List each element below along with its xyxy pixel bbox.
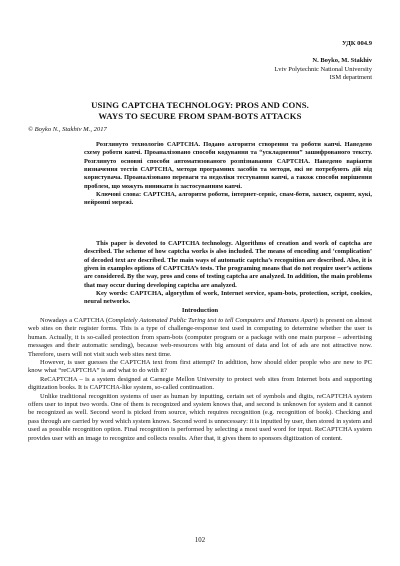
- copyright-line: © Boyko N., Stakhiv M., 2017: [28, 126, 107, 133]
- paper-title: [40, 100, 360, 123]
- intro-p1-start: Nowadays a CAPTCHA (: [40, 317, 109, 324]
- keywords-ua-label: Ключові слова:: [96, 191, 142, 199]
- keywords-en: [84, 290, 372, 307]
- section-heading-introduction: Introduction: [181, 307, 219, 314]
- udk-code: УДК 004.9: [342, 40, 372, 47]
- page-number: 102: [194, 537, 206, 544]
- title-line-1: USING CAPTCHA TECHNOLOGY: PROS AND CONS.: [91, 100, 309, 110]
- intro-paragraph-2: However, is user guesses the CAPTCHA text from first attempt? In addition, how should elder people who are new to PC know what “reCAPTCHA” is and what to do with it?: [28, 359, 372, 375]
- keywords-ua: [84, 191, 372, 208]
- intro-paragraph-1: [28, 317, 372, 359]
- intro-paragraph-3: ReCAPTCHA – is a system designed at Carnegie Mellon University to protect web sites from Internet bots and supporting digitization books. It is CAPTCHA-like system, so-called continuation.: [28, 375, 372, 392]
- author-block: [274, 57, 372, 83]
- abstract-ua-text: Розглянуто технологію CAPTCHA. Подано алгоритм створення та роботи капчі. Наведено схему роботи капчі. Проаналізовано способи кодування та “ускладнення” зашифрованого тексту. Розглянуто основні способи автоматизованого розпізнавання CAPTCHA. Наведено варіанти визначення тестів CAPTCHA, методи програмних засобів та методи, які не потребують дій від користувача. Проаналізовано переваги та недоліки тестування капчі, а також способи вирішення проблем, що можуть виникати із застосуванням капчі.: [84, 141, 372, 190]
- abstract-ukrainian: [84, 141, 372, 208]
- keywords-en-list: CAPTCHA, algorythm of work, Internet service, spam-bots, protection, script, cookies, neural networks.: [84, 290, 372, 306]
- title-line-2: WAYS TO SECURE FROM SPAM-BOTS ATTACKS: [98, 111, 302, 122]
- captcha-expansion: Completely Automated Public Turing test to tell Computers and Humans Apart: [108, 317, 316, 324]
- affiliation-department: ISM department: [329, 74, 372, 82]
- abstract-en-text: This paper is devoted to CAPTCHA technology. Algorithms of creation and work of captcha are described. The scheme of how captcha works is also included. The means of encoding and ‘complication’ of decoded text are described. The main ways of automatic captcha’s recognition are described. Also, it is given in examples options of CAPTCHA’s tests. The programing means that do not require user’s actions are considered. By the way, pros and cons of testing captcha are analyzed. In addition, the main problems that may occur during developing captcha are analyzed.: [84, 240, 372, 289]
- abstract-english: [84, 240, 372, 307]
- affiliation-university: Lviv Polytechnic National University: [274, 65, 372, 73]
- keywords-en-label: Key words:: [96, 290, 128, 298]
- intro-paragraph-4: Unlike traditional recognition systems of user as human by inputting, certain set of symbols and digits, reCAPTCHA system offers user to input two words. One of them is recognized and system knows that, and second is unknown for system and it cannot be recognized as well. Second word is picked from source, which requires recognition (e.g. recognition of book). Checking and pass through are carried by word which system knows. Second word is unnecessary: it is inputted by user, then stored in system and used as possible recognition option. Final recognition is performed by selecting a most used word for input. ReCAPTCHA system provides user with an image to recognize and collects results. After that, it gives them to sponsors digitization of content.: [28, 392, 372, 442]
- intro-p1-end: ) is present on almost web sites on their register forms. This is a type of challenge-response test used in computing to determine whether the user is human. Actually, it is so-called protection from spam-bots (computer program or a package with one main purpose – advertising messages and their automatic sending), because web-resources with big amount of data and lot of ads are not attractive now. Therefore, users will not visit such web sites next time.: [28, 317, 372, 358]
- introduction-body: [28, 317, 372, 443]
- keywords-ua-list: CAPTCHA, алгоритм роботи, інтернет-сервіс, спам-боти, захист, скрипт, кукі, нейронні мережі.: [84, 191, 372, 207]
- author-names: N. Boyko, M. Stakhiv: [312, 57, 372, 64]
